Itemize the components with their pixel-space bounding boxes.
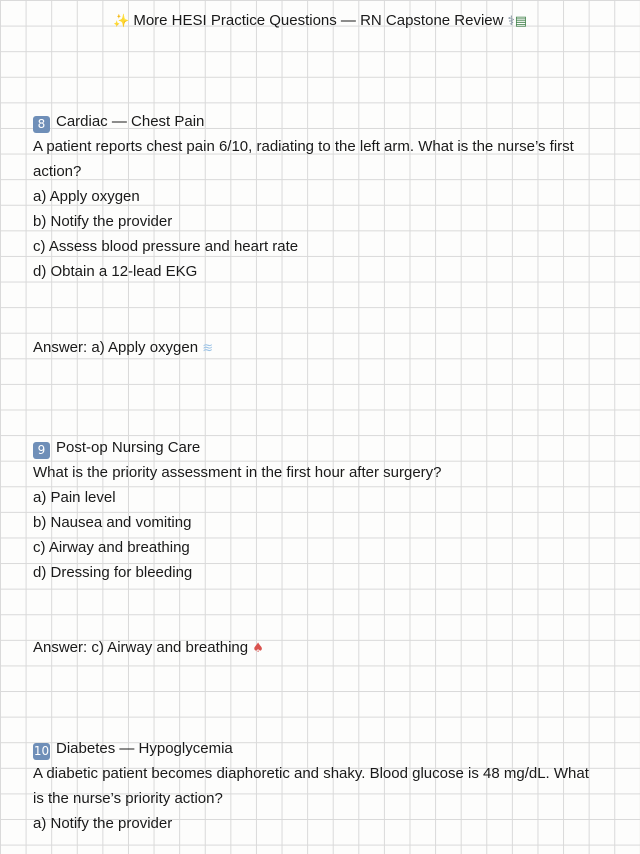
stethoscope-icon: ⚕ [507,14,515,29]
number-badge: 9 [33,442,50,459]
answer-option: a) Pain level [33,489,116,506]
question-heading [33,435,623,460]
number-badge: 8 [33,116,50,133]
lungs-icon: ♠ [252,641,264,656]
page-title [0,10,640,33]
answer-option: c) Assess blood pressure and heart rate [33,238,299,255]
star-icon: ✨ [112,14,130,29]
answer-option: d) Dressing for bleeding [33,564,193,581]
question-heading-text: Diabetes — Hypoglycemia [56,740,233,757]
question-10 [33,736,623,836]
answer-option: c) Airway and breathing [33,539,190,556]
question-8 [33,109,623,284]
answer-text: Answer: c) Airway and breathing [33,639,249,656]
question-9 [33,435,623,585]
question-text-line: What is the priority assessment in the first hour after surgery? [33,464,442,481]
question-heading-text: Cardiac — Chest Pain [56,113,205,130]
answer-8 [33,335,213,361]
question-text-line: A diabetic patient becomes diaphoretic and shaky. Blood glucose is 48 mg/dL. What [33,765,589,782]
question-heading-text: Post-op Nursing Care [56,439,201,456]
books-icon: ▤ [514,14,527,29]
answer-option: b) Notify the provider [33,213,173,230]
question-text-line: action? [33,163,82,180]
answer-option: a) Apply oxygen [33,188,140,205]
wind-icon: ≋ [202,341,214,356]
question-text-line: is the nurse’s priority action? [33,790,223,807]
answer-9 [33,635,264,661]
question-heading [33,736,623,761]
answer-text: Answer: a) Apply oxygen [33,339,199,356]
page-title-text: More HESI Practice Questions — RN Capstone Review [133,12,504,29]
question-heading [33,109,623,134]
answer-option: a) Notify the provider [33,815,173,832]
question-text-line: A patient reports chest pain 6/10, radiating to the left arm. What is the nurse’s first [33,138,574,155]
number-badge: 10 [33,744,50,758]
answer-option: d) Obtain a 12-lead EKG [33,263,198,280]
answer-option: b) Nausea and vomiting [33,514,192,531]
